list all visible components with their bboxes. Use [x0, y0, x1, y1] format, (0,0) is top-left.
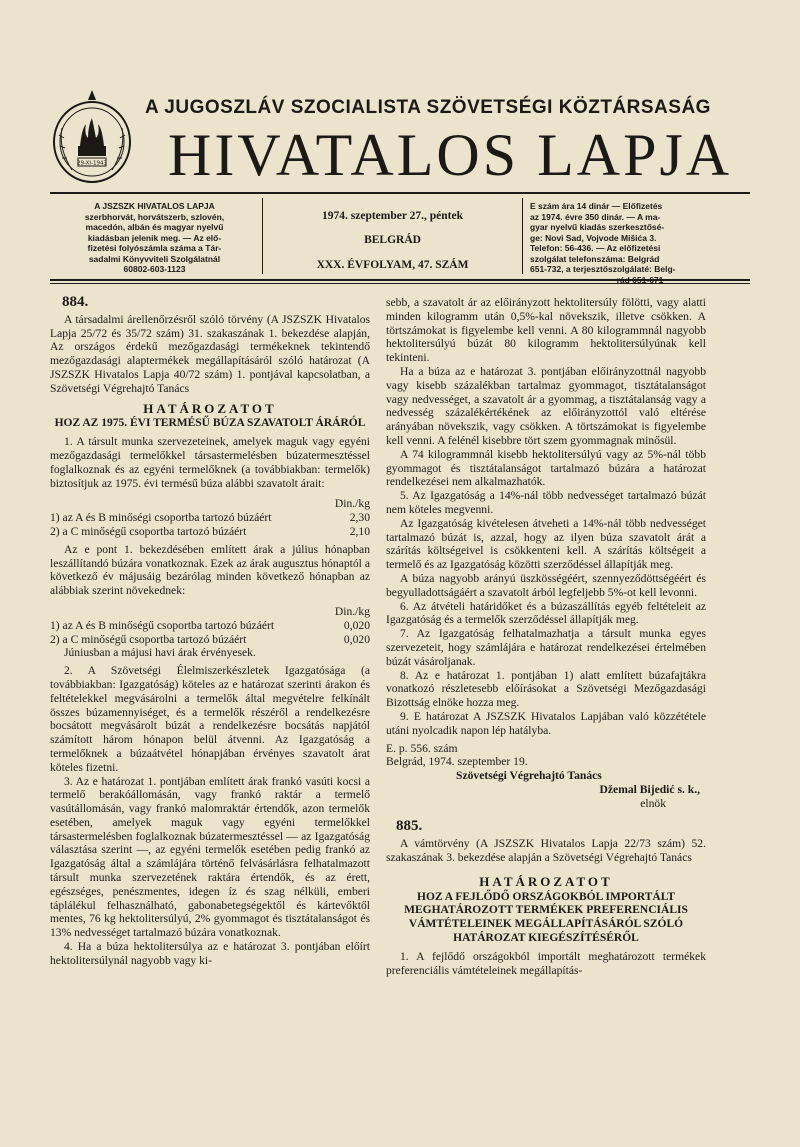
article-884-paragraph: 2. A Szövetségi Élelmiszerkészletek Igazgatósága (a továbbiakban: Igazgatóság) köteles az e határozat szerinti árakon és feltételekkel megvásárolni a termelők által megvételre felkínált összes búzamennyiséget, és a termelők részéről a rendelkezésre bocsátott megvásárolt búzát a rendelkezésre bocsátás napjától számított három hónapon belül átvenni. Az Igazgatóság a termelőknek a búzaátvétel hónapjában érvényes szavatolt árat köteles fizetni.	[50, 664, 370, 774]
left-column	[50, 296, 370, 968]
price-row: 1) az A és B minőségi csoportba tartozó búzáért 2,30	[50, 511, 370, 525]
article-885-subheading: HOZ A FEJLŐDŐ ORSZÁGOKBÓL IMPORTÁLT MEGHATÁROZOTT TERMÉKEK PREFERENCIÁLIS VÁMTÉTELEINEK MEGÁLLAPÍTÁSÁRÓL SZÓLÓ HATÁROZAT KIEGÉSZÍTÉSÉRŐL	[404, 890, 688, 945]
price-row: 2) a C minőségű csoportba tartozó búzáért 0,020	[50, 632, 370, 646]
article-884-paragraph: 3. Az e határozat 1. pontjában említett árak frankó vasúti kocsi a termelő berakóállomásán, vagy frankó raktár a termelő vasútállomásán, vagy frankó malomraktár értendők, azon termelők esetében, amelyek maguk vagy egyéni termelőkkel társastermelésben foglalkoznak búzatermesztéssel — az Igazgatóság választása szerint —, az egyéni termelők esetében pedig frankó az Igazgatóság által a számlájára történő felvásárlásra felhatalmazott társult munka szervezetének raktára értendők, és az érett, egészséges, penészmentes, idegen íz és szag nélküli, emberi táplálékul felhasználható, gabonabetegségektől és kártevőktől mentes, 76 kg hektolitersúlyú, 2% gyommagot és tisztátalanságot és 13% nedvességet tartalmazó búzára vonatkoznak.	[50, 774, 370, 940]
article-number-885: 885.	[396, 818, 423, 835]
article-884-paragraph: sebb, a szavatolt ár az előirányzott hektolitersúly fölötti, vagy alatti minden kilogramm után 0,5%-kal növekszik, illetve csökken. A törtszámokat is figyelembe kell venni. A 80 kilogrammnál nagyobb hektolitersúlyú búzát 80 kilogramm hektolitersúlyúnak kell tekinteni.	[386, 296, 706, 365]
right-column	[386, 296, 706, 977]
article-884-paragraph: 8. Az e határozat 1. pontjában 1) alatt említett búzafajtákra vonatkozó részletesebb előírásokat a Szövetségi Mezőgazdasági Bizottság elnöke hozza meg.	[386, 668, 706, 710]
emblem-date: 29-XI-1943	[76, 160, 108, 167]
republic-title: A JUGOSZLÁV SZOCIALISTA SZÖVETSÉGI KÖZTÁRSASÁG	[145, 97, 711, 118]
article-885-heading: HATÁROZATOT	[479, 873, 613, 889]
price-unit-label: Din./kg	[334, 497, 370, 511]
article-884-paragraph: Ha a búza az e határozat 3. pontjában előirányzottnál nagyobb vagy kisebb százalékban tartalmaz gyommagot, tisztátalanságot vagy nedvességet, a szavatolt ár a gyommag, a tisztátalanság vagy a nedvesség százalékértékének az előirányzottól való eltérése arányában növekszik, vagy csökken. A törtszámokat is figyelembe kell venni. A felénél kisebbre tört szem gyommagnak minősül.	[386, 364, 706, 447]
article-884-paragraph: 5. Az Igazgatóság a 14%-nál több nedvességet tartalmazó búzát nem köteles megvenni.	[386, 489, 706, 516]
signer-name: Džemal Bijedić s. k.,	[599, 782, 700, 796]
article-884-paragraph: A búza nagyobb arányú üszkösségéért, szennyeződöttségéért és begyulladottságáért a szavatolt árból legfeljebb 5%-ot kell levonni.	[386, 571, 706, 599]
header-divider-left	[262, 198, 263, 274]
article-884-subheading: HOZ AZ 1975. ÉVI TERMÉSŰ BÚZA SZAVATOLT ÁRÁRÓL	[54, 417, 366, 430]
reference-number: E. p. 556. szám	[386, 741, 458, 755]
article-885-paragraph: 1. A fejlődő országokból importált meghatározott termékek preferenciális vámtételeinek megállapítás-	[386, 949, 706, 977]
signer-title: elnök	[640, 796, 666, 810]
header-top-rule	[50, 192, 750, 194]
article-884-paragraph: 7. Az Igazgatóság felhatalmazhatja a társult munka egyes szervezeteit, hogy számlájára e határozat rendelkezései értelmében búzát vásároljanak.	[386, 627, 706, 668]
header-bottom-rule-thin	[50, 283, 750, 284]
article-884-paragraph: 9. E határozat A JSZSZK Hivatalos Lapjában való közzététele utáni nyolcadik napon lép hatályba.	[386, 709, 706, 737]
issue-date: 1974. szeptember 27., péntek	[322, 210, 463, 222]
price-row: 2) a C minőségű csoportba tartozó búzáért 2,10	[50, 524, 370, 538]
article-884-heading: HATÁROZATOT	[143, 400, 277, 416]
header-left-info: A JSZSZK HIVATALOS LAPJA szerbhorvát, horvátszerb, szlovén, macedón, albán és magyar nyelvű kiadásban jelenik meg. — Az elő- fizetési folyószámla száma a Tár- sadalmi Könyvviteli Szolgálatnál 60802-603-1123	[84, 201, 225, 274]
article-number-884: 884.	[62, 294, 89, 310]
header-divider-right	[522, 198, 523, 274]
article-884-paragraph: 4. Ha a búza hektolitersúlya az e határozat 3. pontjában előírt hektolitersúlynál nagyobb vagy ki-	[50, 940, 370, 967]
article-884-paragraph: 1. A társult munka szervezeteinek, amelyek maguk vagy egyéni mezőgazdasági termelőkkel társastermelésben búzatermesztéssel foglalkoznak és az egyéni termelőknek (a továbbiakban: termelők) biztosítjuk az 1975. évi termésű búza alábbi szavatolt árait:	[50, 435, 370, 490]
article-884-paragraph: Az Igazgatóság kivételesen átveheti a 14%-nál több nedvességet tartalmazó búzát is, azzal, hogy az ilyen búza szavatolt árát a szárítás költségeivel is csökkenteni kell. A szárítás költségeit a termelő és az Igazgatóság közötti szerződéssel állapítják meg.	[386, 516, 706, 572]
header-right-info: E szám ára 14 dinár — Előfizetés az 1974. évre 350 dinár. — A ma- gyar nyelvű kiadás szerkesztősé- ge: Novi Sad, Vojvode Mišića 3. Telefon: 56-436. — Az előfizetési szolgálat telefonszáma: Belgrád 651-732, a terjesztőszolgálaté: Belg-	[530, 201, 676, 274]
article-884-paragraph: Az e pont 1. bekezdésében említett árak a július hónapban leszállítandó búzára vonatkoznak. Ezek az árak augusztus hónaptól a következő év májusáig bezárólag minden következő hónapban az alábbiak szerint növekednek:	[50, 542, 370, 598]
header-bottom-rule	[50, 279, 750, 281]
article-884-paragraph: Júniusban a májusi havi árak érvényesek.	[64, 646, 256, 660]
article-885-intro: A vámtörvény (A JSZSZK Hivatalos Lapja 22/73 szám) 52. szakaszának 3. bekezdése alapján a Szövetségi Végrehajtó Tanács	[386, 837, 706, 865]
signing-date: Belgrád, 1974. szeptember 19.	[386, 755, 528, 769]
price-row: 1) az A és B minőségű csoportba tartozó búzáért 0,020	[50, 618, 370, 632]
issue-volume: XXX. ÉVFOLYAM, 47. SZÁM	[316, 259, 469, 271]
article-884-intro: A társadalmi árellenőrzésről szóló törvény (A JSZSZK Hivatalos Lapja 25/72 és 35/72 szám) 31. szakaszának 1. bekezdése alapján, Az országos érdekű mezőgazdasági termékeknek tekintendő mezőgazdasági alaptermékek megállapításáról szóló határozat (A JSZSZK Hivatalos Lapja 40/72 szám) 1. pontjával kapcsolatban, a Szövetségi Végrehajtó Tanács	[50, 312, 370, 395]
gazette-title: HIVATALOS LAPJA	[168, 122, 733, 188]
council-name: Szövetségi Végrehajtó Tanács	[456, 769, 602, 783]
price-unit-label: Din./kg	[334, 604, 370, 618]
article-884-paragraph: 6. Az átvételi határidőket és a búzaszállítás egyéb feltételeit az Igazgatóság és a termelők szerződéssel állapítják meg.	[386, 599, 706, 627]
article-884-paragraph: A 74 kilogrammnál kisebb hektolitersúlyú vagy az 5%-nál több gyommagot és tisztátalanságot tartalmazó búzára a határozat rendelkezései nem alkalmazhatók.	[386, 447, 706, 489]
state-emblem-icon	[48, 88, 136, 188]
issue-city: BELGRÁD	[364, 234, 421, 246]
